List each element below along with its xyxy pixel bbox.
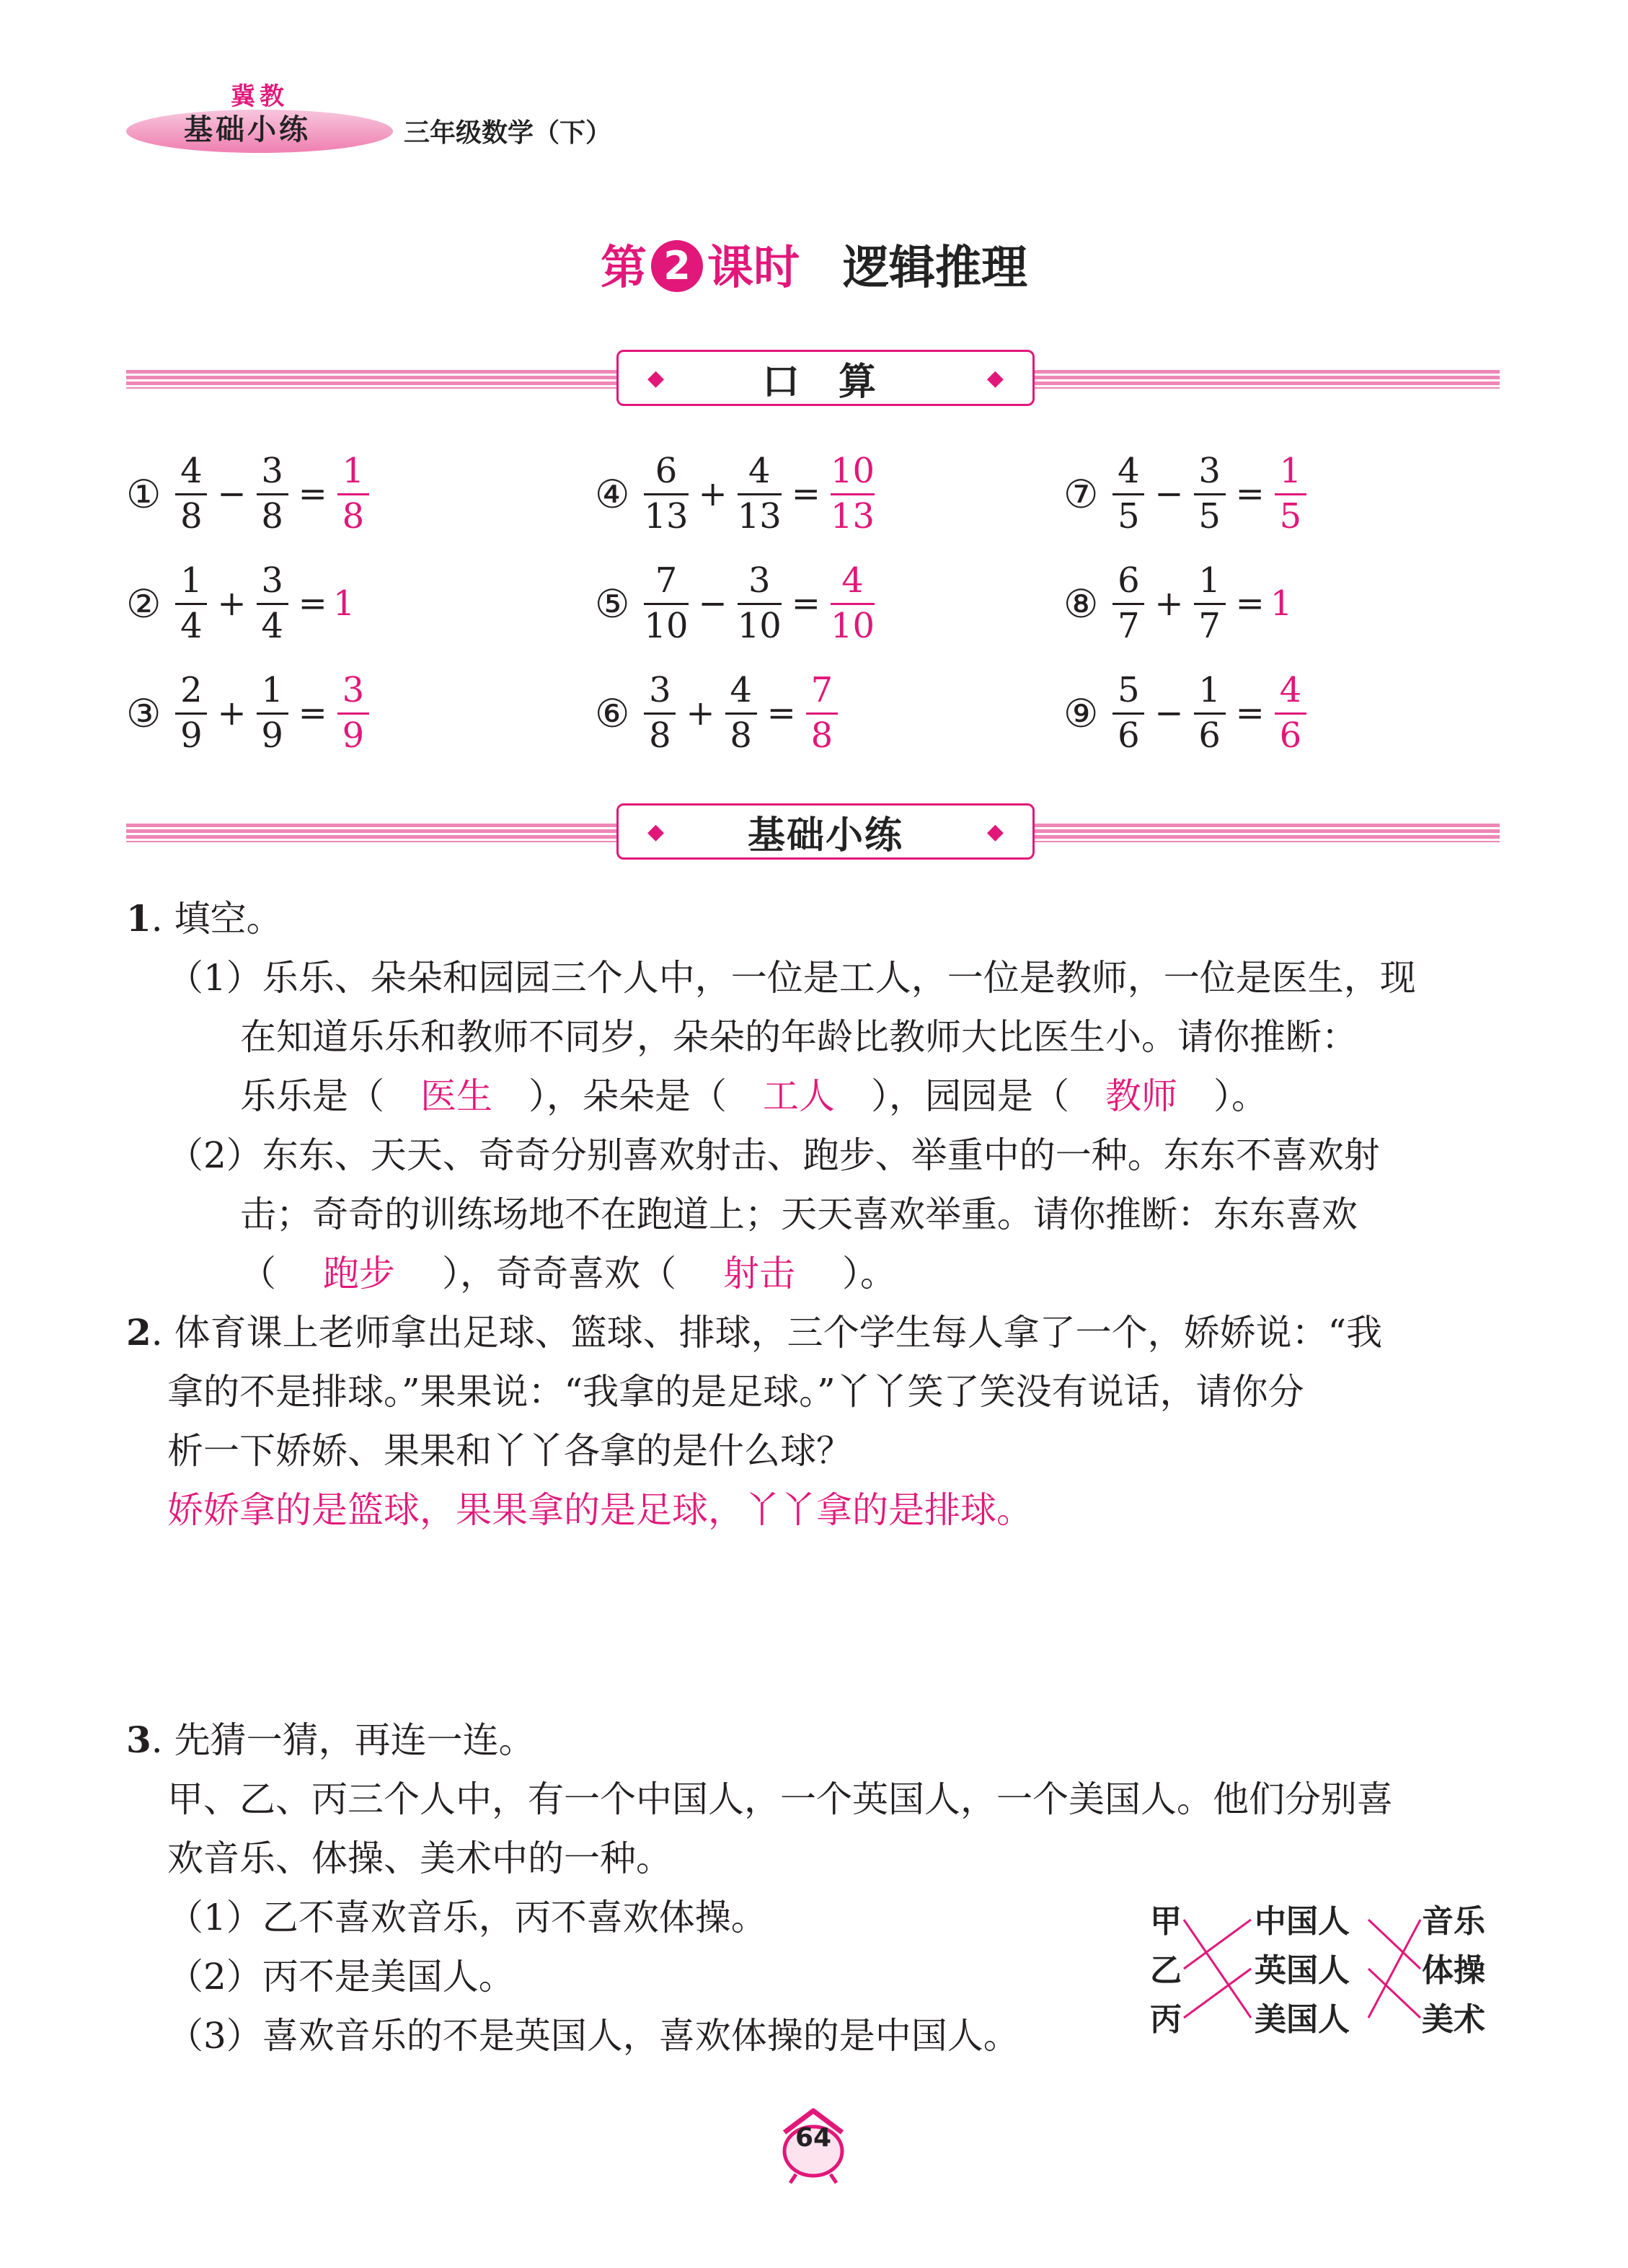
denominator: 5	[1279, 495, 1302, 537]
lesson-prefix: 第	[601, 242, 647, 295]
q3-intro-line2: 欢音乐、体操、美术中的一种。	[167, 1837, 672, 1879]
denominator: 7	[1198, 605, 1221, 646]
operator: +	[1154, 583, 1184, 624]
fraction	[257, 670, 288, 756]
equals-sign: =	[1235, 583, 1265, 624]
equals-sign: =	[298, 474, 327, 514]
q3-clue-1: （1）乙不喜欢音乐，丙不喜欢体操。	[167, 1897, 767, 1938]
fraction-bar	[644, 603, 688, 605]
numerator: 3	[649, 669, 671, 710]
lesson-title	[0, 231, 1628, 297]
denominator: 10	[644, 605, 689, 646]
equals-sign: =	[1235, 474, 1265, 514]
denominator: 8	[261, 495, 283, 537]
equals-sign: =	[791, 474, 821, 514]
denominator: 4	[180, 605, 203, 646]
equals-sign: =	[791, 583, 821, 624]
numerator: 1	[342, 450, 365, 491]
numerator: 3	[261, 560, 283, 601]
oral-problem	[595, 553, 879, 654]
matching-lines	[1139, 1889, 1514, 2048]
operator: −	[1154, 474, 1184, 514]
problem-number: ⑨	[1063, 690, 1099, 736]
denominator: 8	[180, 495, 203, 537]
fraction	[1194, 670, 1226, 756]
fraction	[725, 670, 757, 756]
fraction-bar	[738, 493, 782, 495]
q2-answer: 娇娇拿的是篮球，果果拿的是足球，丫丫拿的是排球。	[167, 1489, 1032, 1531]
series-logo-text: 基础小练	[184, 113, 311, 146]
numerator: 1	[1198, 669, 1221, 710]
operator: −	[1154, 693, 1184, 733]
basic-section-title: 基础小练	[747, 813, 903, 857]
q3-clue-2: （2）丙不是美国人。	[167, 1956, 515, 1998]
problem-number: ④	[595, 471, 630, 517]
q2-line1: 2. 体育课上老师拿出足球、篮球、排球，三个学生每人拿了一个，娇娇说：“我	[126, 1311, 1383, 1354]
oral-problem	[595, 444, 879, 544]
denominator: 6	[1118, 715, 1140, 756]
denominator: 9	[180, 715, 203, 756]
hobby-music: 音乐	[1422, 1903, 1485, 1940]
fraction-bar	[1112, 493, 1144, 495]
fraction-bar	[1275, 493, 1306, 495]
denominator: 13	[737, 495, 782, 537]
page-number: 64	[795, 2123, 832, 2153]
numerator: 4	[180, 450, 203, 491]
diamond-icon: ◆	[647, 365, 665, 391]
fraction-bar	[831, 493, 875, 495]
fraction-bar	[1194, 493, 1226, 495]
equals-sign: =	[1235, 693, 1265, 733]
fraction	[1194, 451, 1226, 537]
problem-number: ①	[126, 471, 162, 517]
basic-section-banner	[616, 803, 1035, 860]
answer-running: 跑步	[323, 1253, 395, 1294]
fraction-bar	[1194, 712, 1226, 715]
numerator: 2	[180, 669, 203, 710]
oral-problem	[126, 553, 355, 654]
line-yi-china	[1184, 1920, 1251, 1969]
answer-teacher: 教师	[1105, 1075, 1177, 1117]
denominator: 9	[342, 715, 365, 756]
fraction-bar	[337, 712, 369, 715]
fraction-bar	[175, 603, 207, 605]
q1-title: 1. 填空。	[126, 897, 283, 940]
problem-number: ②	[126, 581, 162, 627]
oral-problem	[595, 663, 842, 764]
fraction	[175, 451, 207, 537]
denominator: 8	[730, 715, 752, 756]
fraction-bar	[644, 712, 676, 715]
operator: +	[686, 693, 715, 733]
fraction	[1194, 560, 1226, 647]
fraction	[1112, 670, 1144, 756]
diamond-icon: ◆	[647, 818, 665, 844]
fraction	[1112, 451, 1144, 537]
fraction	[257, 560, 288, 647]
hobby-art: 美术	[1422, 2001, 1485, 2038]
person-bing: 丙	[1150, 2001, 1182, 2038]
problem-number: ⑥	[595, 690, 630, 736]
oral-problem	[1063, 663, 1311, 764]
fraction-bar	[1112, 712, 1144, 715]
operator: −	[217, 474, 247, 514]
fraction-bar	[644, 493, 688, 495]
fraction-bar	[175, 493, 207, 495]
publisher-label: 冀教	[231, 82, 288, 111]
numerator: 10	[831, 450, 875, 491]
q3-clue-3: （3）喜欢音乐的不是英国人，喜欢体操的是中国人。	[167, 2015, 1019, 2057]
q1-p2-line1: （2）东东、天天、奇奇分别喜欢射击、跑步、举重中的一种。东东不喜欢射	[167, 1134, 1380, 1176]
numerator: 6	[655, 450, 678, 491]
answer-fraction	[1275, 670, 1306, 756]
problem-number: ⑧	[1063, 581, 1099, 627]
denominator: 10	[831, 605, 875, 646]
fraction	[175, 560, 207, 647]
numerator: 3	[342, 669, 365, 710]
fraction-bar	[337, 493, 369, 495]
answer-whole: 1	[332, 583, 355, 624]
oral-section-title: 口 算	[761, 360, 890, 404]
nation-uk: 英国人	[1255, 1952, 1350, 1989]
problem-number: ⑦	[1063, 471, 1099, 517]
numerator: 5	[1118, 669, 1140, 710]
q1-p1-line1: （1）乐乐、朵朵和园园三个人中，一位是工人，一位是教师，一位是医生，现	[167, 957, 1416, 999]
fraction-bar	[1275, 712, 1306, 715]
fraction-bar	[257, 603, 288, 605]
equals-sign: =	[298, 583, 327, 624]
diamond-icon: ◆	[986, 365, 1004, 391]
answer-worker: 工人	[763, 1075, 835, 1117]
operator: −	[698, 583, 727, 624]
problem-number: ⑤	[595, 581, 630, 627]
problem-number: ③	[126, 690, 162, 736]
equals-sign: =	[766, 693, 796, 733]
fraction-bar	[1112, 603, 1144, 605]
numerator: 6	[1118, 560, 1140, 601]
line-uk-art	[1368, 1969, 1420, 2018]
numerator: 7	[810, 669, 833, 710]
numerator: 3	[748, 560, 771, 601]
oral-problem	[126, 444, 373, 544]
oral-section-banner	[616, 350, 1035, 406]
denominator: 13	[831, 495, 875, 537]
q1-p1-fill-line: 乐乐是（ 医生 ），朵朵是（ 工人 ），园园是（ 教师 ）。	[240, 1067, 1268, 1126]
denominator: 5	[1198, 495, 1221, 537]
diamond-icon: ◆	[986, 818, 1004, 844]
q3-intro-line1: 甲、乙、丙三个人中，有一个中国人，一个英国人，一个美国人。他们分别喜	[167, 1778, 1393, 1820]
numerator: 3	[261, 450, 283, 491]
fraction	[644, 560, 688, 647]
hobby-gymnastics: 体操	[1422, 1952, 1485, 1989]
equals-sign: =	[298, 693, 327, 733]
fraction	[644, 670, 676, 756]
denominator: 6	[1198, 715, 1221, 756]
fraction	[738, 451, 782, 537]
fraction-bar	[257, 493, 288, 495]
person-yi: 乙	[1150, 1952, 1182, 1989]
fraction	[1112, 560, 1144, 647]
fraction	[738, 560, 782, 647]
numerator: 4	[748, 450, 771, 491]
q2-line3: 析一下娇娇、果果和丫丫各拿的是什么球？	[167, 1430, 852, 1472]
fraction-bar	[738, 603, 782, 605]
answer-shooting: 射击	[723, 1253, 795, 1294]
fraction-bar	[175, 712, 207, 715]
denominator: 13	[644, 495, 689, 537]
line-usa-music	[1368, 1920, 1420, 2018]
oral-problem	[126, 663, 373, 764]
fraction	[257, 451, 288, 537]
person-jia: 甲	[1150, 1903, 1182, 1940]
denominator: 9	[261, 715, 283, 756]
numerator: 4	[1118, 450, 1140, 491]
fraction-bar	[806, 712, 838, 715]
denominator: 6	[1279, 715, 1302, 756]
fraction-bar	[1194, 603, 1226, 605]
answer-whole: 1	[1270, 583, 1293, 624]
denominator: 7	[1118, 605, 1140, 646]
numerator: 1	[1279, 450, 1302, 491]
oral-problem	[1063, 444, 1311, 544]
fraction	[175, 670, 207, 756]
fraction	[644, 451, 688, 537]
answer-fraction	[337, 451, 369, 537]
numerator: 3	[1198, 450, 1221, 491]
q3-title: 3. 先猜一猜，再连一连。	[126, 1718, 535, 1761]
numerator: 4	[841, 560, 864, 601]
denominator: 5	[1118, 495, 1140, 537]
operator: +	[698, 474, 727, 514]
answer-doctor: 医生	[420, 1075, 492, 1117]
numerator: 1	[180, 560, 203, 601]
q1-p2-line2: 击；奇奇的训练场地不在跑道上；天天喜欢举重。请你推断：东东喜欢	[240, 1193, 1358, 1235]
numerator: 1	[261, 669, 283, 710]
numerator: 1	[1198, 560, 1221, 601]
nation-china: 中国人	[1255, 1903, 1350, 1940]
numerator: 4	[730, 669, 752, 710]
numerator: 7	[655, 560, 678, 601]
operator: +	[217, 583, 247, 624]
denominator: 8	[342, 495, 365, 537]
fraction-bar	[725, 712, 757, 715]
q1-p2-fill-line: （ 跑步 ），奇奇喜欢（ 射击 ）。	[240, 1244, 896, 1303]
fraction-bar	[831, 603, 875, 605]
oral-problem	[1063, 553, 1292, 654]
q2-line2: 拿的不是排球。”果果说：“我拿的是足球。”丫丫笑了笑没有说话，请你分	[167, 1371, 1304, 1413]
book-title: 三年级数学（下）	[404, 118, 612, 148]
answer-fraction	[831, 451, 875, 537]
q1-p1-line2: 在知道乐乐和教师不同岁，朵朵的年龄比教师大比医生小。请你推断：	[240, 1016, 1358, 1058]
fraction-bar	[257, 712, 288, 715]
answer-fraction	[806, 670, 838, 756]
answer-fraction	[1275, 451, 1306, 537]
denominator: 8	[649, 715, 671, 756]
answer-fraction	[831, 560, 875, 647]
denominator: 8	[810, 715, 833, 756]
answer-fraction	[337, 670, 369, 756]
lesson-suffix: 课时	[707, 242, 800, 295]
numerator: 4	[1279, 669, 1302, 710]
line-jia-usa	[1184, 1920, 1251, 2018]
line-bing-uk	[1184, 1969, 1251, 2018]
nation-usa: 美国人	[1255, 2001, 1350, 2038]
denominator: 4	[261, 605, 283, 646]
line-china-gym	[1368, 1920, 1420, 1969]
operator: +	[217, 693, 247, 733]
lesson-number-badge: 2	[651, 240, 703, 292]
lesson-name: 逻辑推理	[843, 242, 1027, 295]
denominator: 10	[737, 605, 782, 646]
